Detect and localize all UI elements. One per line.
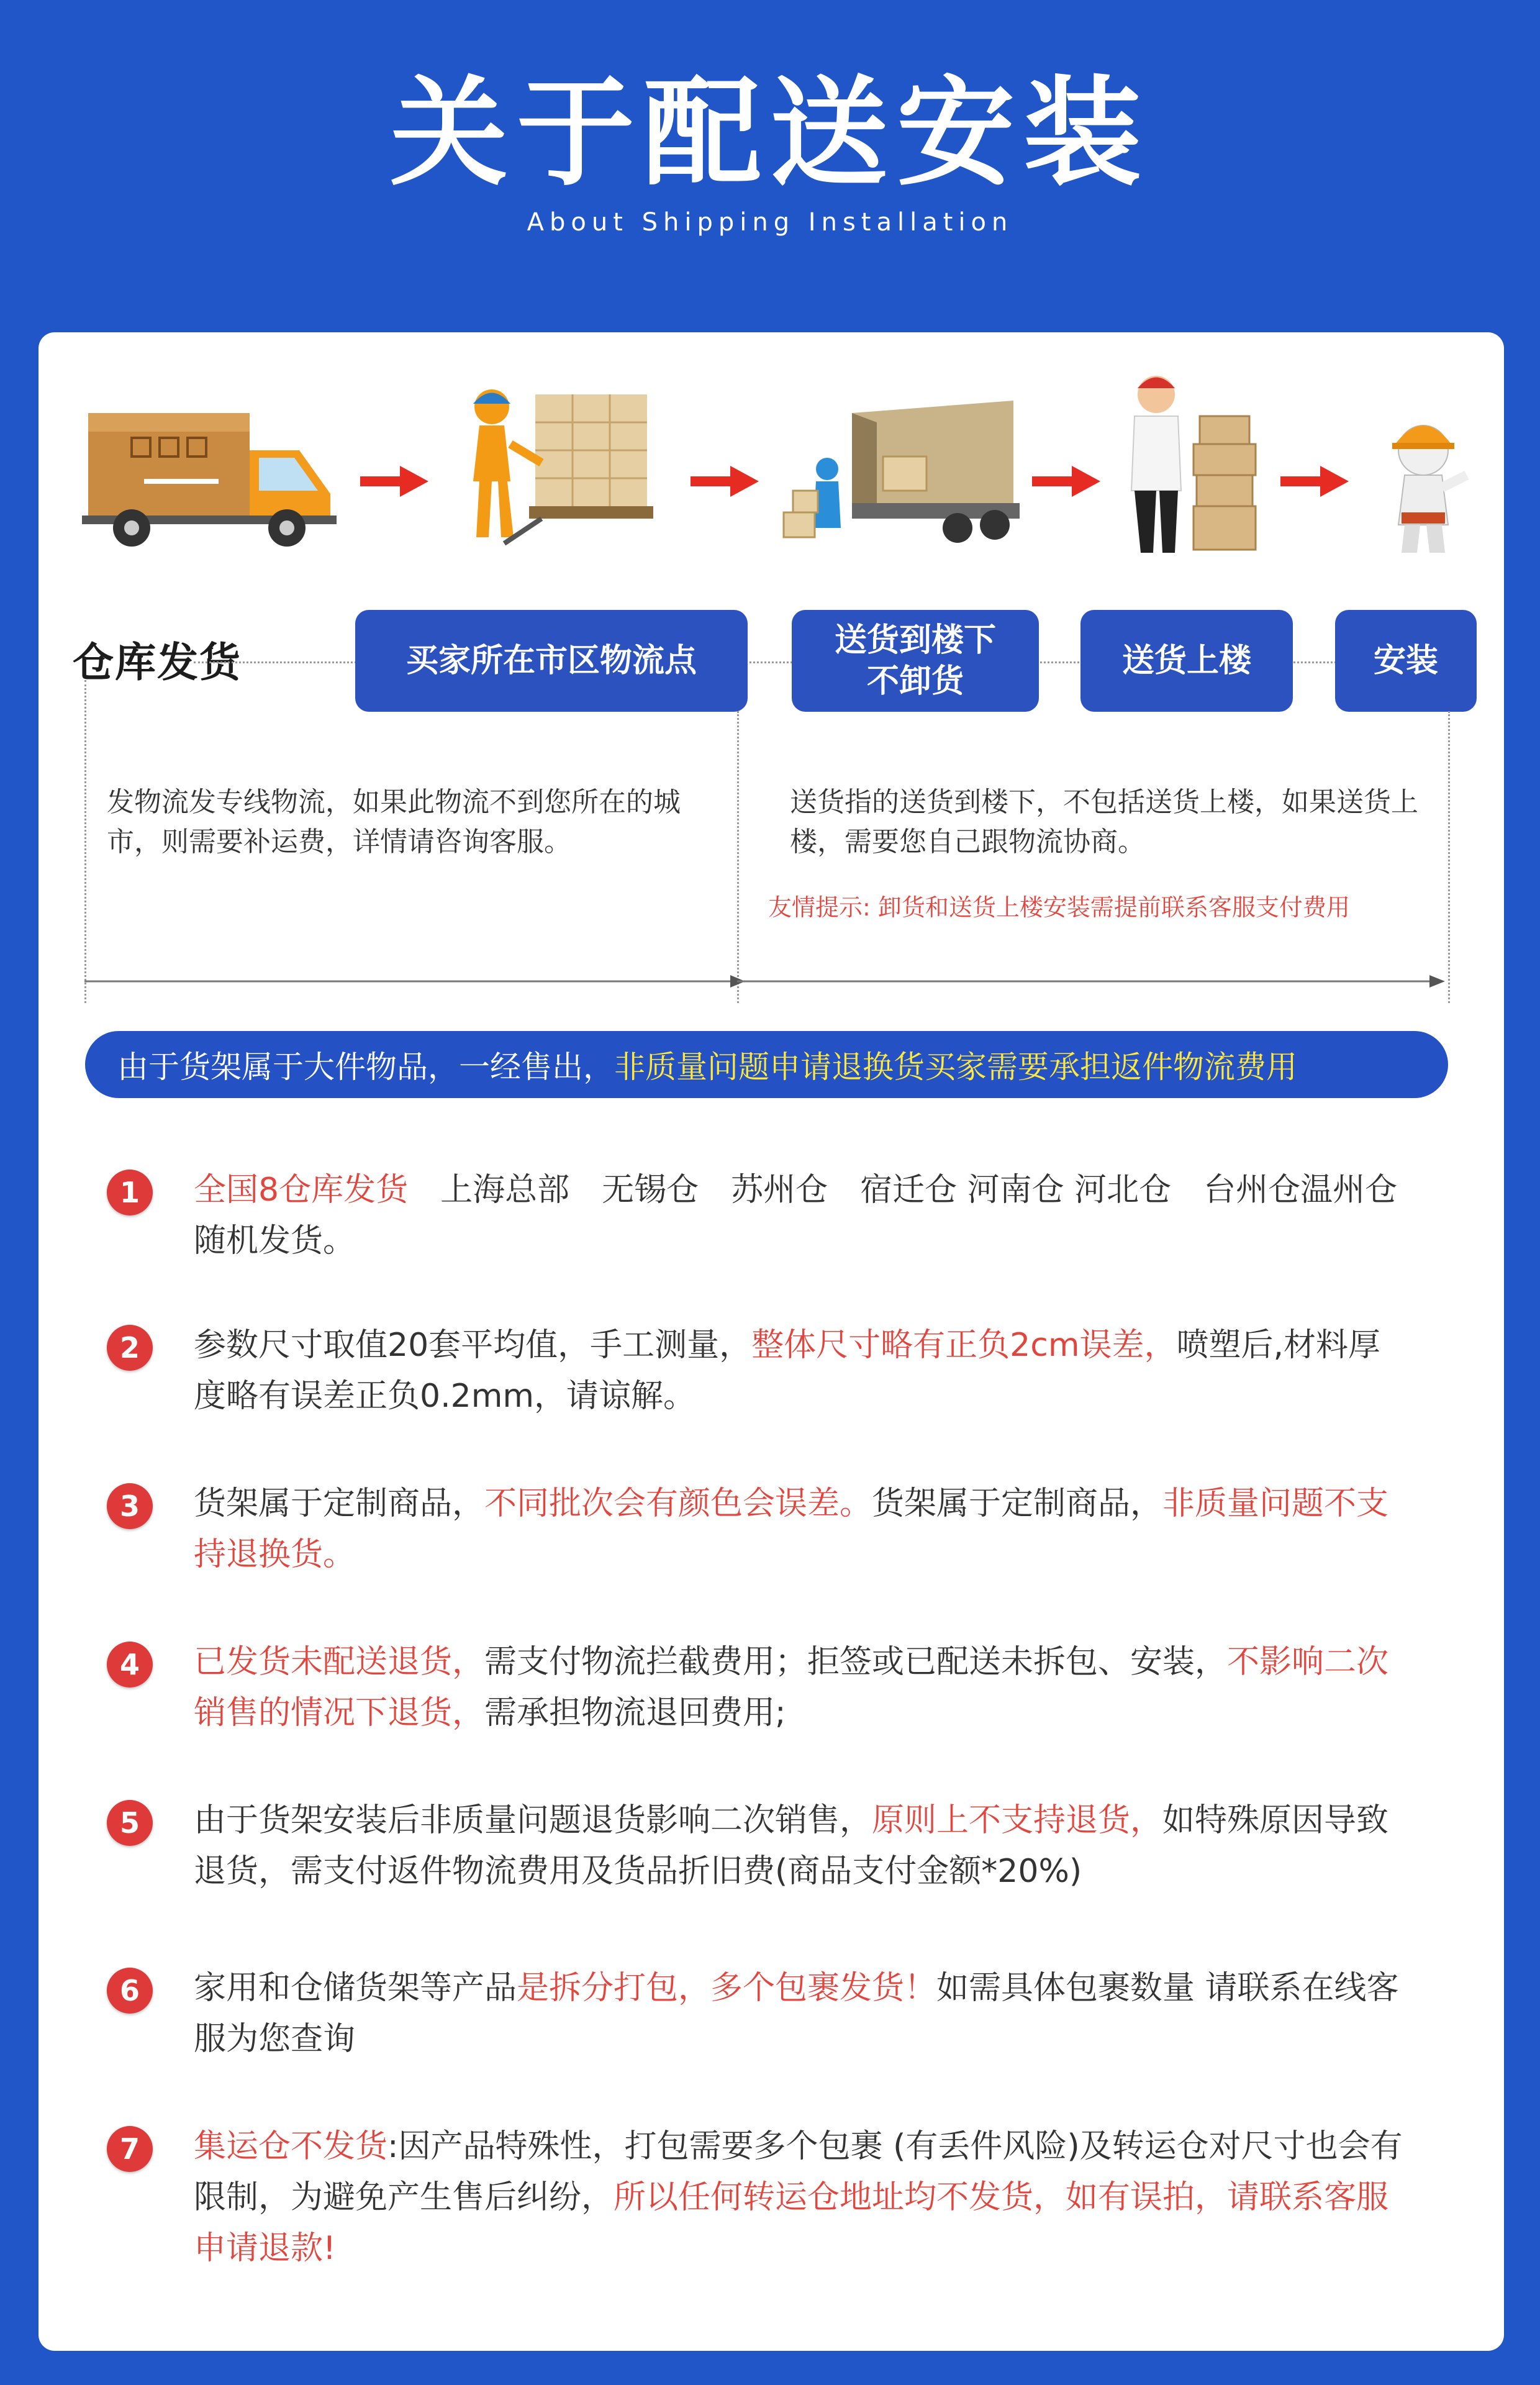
item-text [194,1320,1411,1422]
dotted-divider [84,680,86,1003]
item-highlight: 整体尺寸略有正负2cm误差， [751,1327,1177,1364]
item-number-badge: 4 [107,1642,153,1688]
notice-item [107,1478,1454,1584]
item-body: 货架属于定制商品， [872,1485,1163,1522]
item-highlight: 所以任何转运仓地址均不发货，如有误拍，请联系客服 申请退款! [194,2179,1389,2267]
item-body: 参数尺寸取值20套平均值，手工测量， [194,1327,752,1364]
step-box-line1: 送货到楼下 [834,622,996,659]
arrow-right-icon [1032,463,1100,500]
item-text [194,1795,1411,1897]
page-subtitle: About Shipping Installation [527,208,1013,237]
item-body: :因产品特殊性，打包需要多个包裹 (有丢件风险)及转运仓对尺寸也会有限制，为避免产生售后纠纷， [194,2128,1403,2216]
item-number-badge: 1 [107,1170,153,1215]
notice-item [107,1165,1454,1270]
item-number-badge: 2 [107,1325,153,1371]
step-box-logistics-point: 买家所在市区物流点 [355,610,748,712]
step-box-install: 安装 [1335,610,1477,712]
notice-item [107,1963,1454,2068]
notice-item [107,1320,1454,1425]
item-highlight: 是拆分打包，多个包裹发货！ [517,1969,937,2007]
item-number-badge: 6 [107,1968,153,2014]
item-body: 货架属于定制商品， [194,1485,485,1522]
warehouse-shipping-description: 发物流发专线物流，如果此物流不到您所在的城市，则需要补运费，详情请咨询客服。 [107,786,681,858]
arrow-right-icon [360,463,428,500]
arrow-right-icon [1280,463,1349,500]
delivery-man-icon [1107,366,1280,559]
content-card [38,332,1504,2351]
dotted-divider [737,711,739,1003]
item-text [194,1963,1411,2065]
item-number-badge: 5 [107,1800,153,1846]
timeline-arrow [737,969,1451,994]
pallet-worker-icon [448,370,659,556]
item-text [194,1637,1411,1738]
item-highlight: 不同批次会有颜色会误差。 [484,1485,872,1522]
item-text [194,1165,1411,1266]
step-box-deliver-downstairs [792,610,1039,712]
notice-item [107,1795,1454,1901]
item-body: 需承担物流退回费用; [484,1694,786,1732]
item-body: 如特殊原因导致退货，需支付返件物流费用及货品折旧费(商品支付金额*20%) [194,1802,1389,1890]
item-number-badge: 7 [107,2126,153,2172]
step-box-deliver-upstairs: 送货上楼 [1080,610,1293,712]
item-highlight: 原则上不支持退货， [872,1802,1163,1839]
banner-highlight: 非质量问题申请退换货买家需要承担返件物流费用 [614,1049,1297,1085]
warehouse-label: 仓库发货 [73,638,242,686]
page-title: 关于配送安装 [389,65,1150,202]
item-body: 如需具体包裹数量 请联系在线客服为您查询 [194,1969,1399,2058]
dotted-divider [1448,711,1450,1003]
item-number-badge: 3 [107,1483,153,1529]
notice-item [107,1637,1454,1742]
installer-worker-icon [1367,407,1479,556]
item-body: 需支付物流拦截费用；拒签或已配送未拆包、安装， [484,1643,1228,1681]
item-body: 上海总部 无锡仓 苏州仓 宿迁仓 河南仓 河北仓 台州仓温州仓 随机发货。 [194,1171,1398,1260]
notice-item [107,2121,1454,2283]
return-policy-banner [85,1031,1448,1098]
item-body: 喷塑后,材料厚度略有误差正负0.2mm，请谅解。 [194,1327,1381,1415]
item-text [194,2121,1411,2274]
item-highlight: 已发货未配送退货， [194,1643,485,1681]
step-box-line2: 不卸货 [866,663,964,700]
arrow-right-icon [691,463,759,500]
item-highlight: 不影响二次销售的情况下退货， [194,1643,1389,1732]
downstairs-delivery-description: 送货指的送货到楼下，不包括送货上楼，如果送货上楼，需要您自己跟物流协商。 [790,786,1418,858]
item-highlight: 非质量问题不支持退换货。 [194,1485,1389,1573]
unloading-truck-icon [777,394,1026,550]
timeline-arrow [84,969,749,994]
item-text [194,1478,1411,1580]
item-body: 由于货架安装后非质量问题退货影响二次销售， [194,1802,872,1839]
item-body: 家用和仓储货架等产品 [194,1969,517,2007]
friendly-tip: 友情提示: 卸货和送货上楼安装需提前联系客服支付费用 [768,894,1350,921]
item-highlight: 集运仓不发货 [194,2128,388,2165]
delivery-truck-icon [82,401,343,550]
item-highlight: 全国8仓库发货 [194,1171,409,1209]
banner-text: 由于货架属于大件物品，一经售出， [117,1049,614,1085]
